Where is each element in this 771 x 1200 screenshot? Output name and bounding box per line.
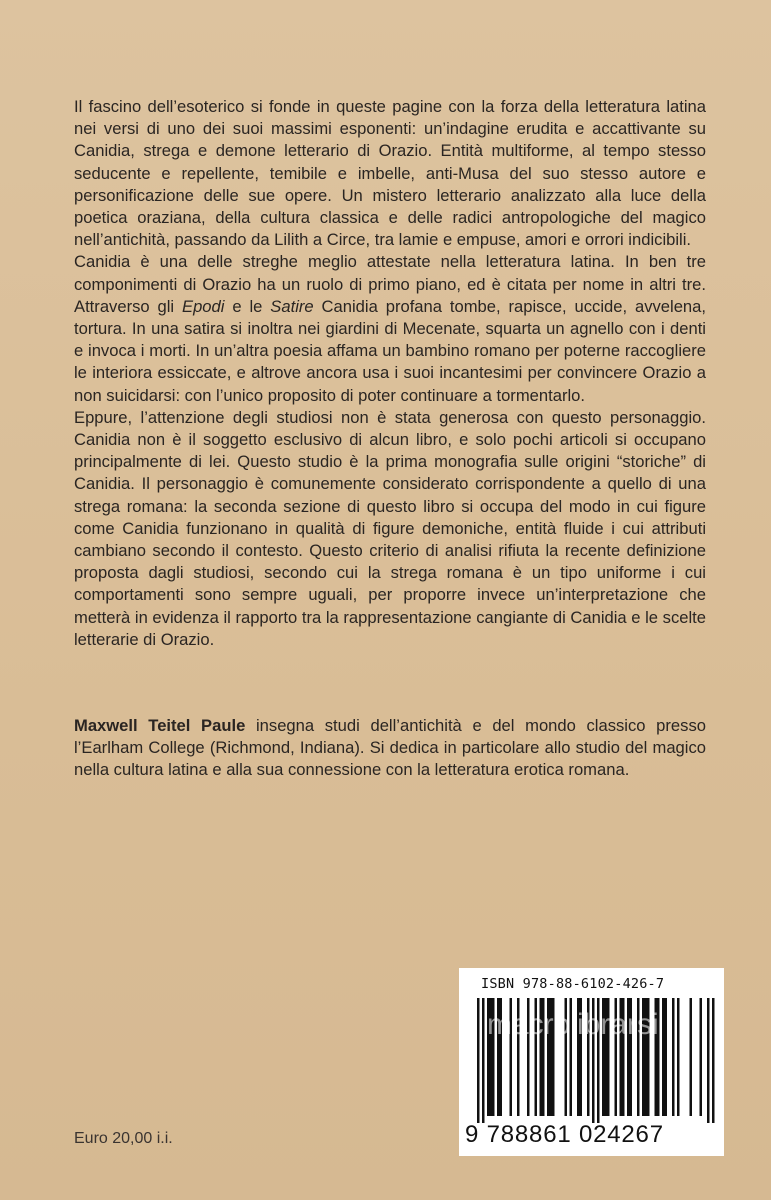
barcode-bar [605,998,608,1116]
barcode-bar [602,998,605,1116]
barcode-bar [482,998,485,1123]
barcode-bar [500,998,503,1116]
blurb-text [74,96,706,651]
barcode-bar [657,998,660,1116]
barcode-bar [577,998,580,1116]
barcode-bar [565,998,568,1116]
price-label: Euro 20,00 i.i. [74,1130,173,1147]
barcode-bar [707,998,710,1123]
ean-digits: 9 788861 024267 [465,1121,664,1148]
barcode-bar [637,998,640,1116]
author-name: Maxwell Teitel Paule [74,716,246,735]
barcode-bar [552,998,555,1116]
title-satire: Satire [270,296,314,316]
barcode-bar [665,998,668,1116]
barcode-bar [620,998,623,1116]
barcode-bar [487,998,490,1116]
barcode-bar [477,998,480,1123]
barcode-bar [690,998,693,1116]
barcode-bar [580,998,583,1116]
barcode-bar [492,998,495,1116]
barcode-bar [597,998,600,1123]
barcode-bar [622,998,625,1116]
barcode-bar [510,998,513,1116]
barcode-bar [570,998,573,1116]
barcode-bar [672,998,675,1116]
barcode-bar [550,998,553,1116]
barcode-bar [645,998,648,1116]
barcode-bar [540,998,543,1116]
barcode-panel [459,968,724,1156]
barcode-bar [627,998,630,1116]
barcode-bar [712,998,715,1123]
barcode-bar [497,998,500,1116]
barcode-bar [587,998,590,1116]
barcode-bar [630,998,633,1116]
barcode-bar [655,998,658,1116]
blurb-paragraph-2 [74,251,706,406]
barcode-bar [607,998,610,1116]
author-bio [74,715,706,782]
blurb-paragraph-1: Il fascino dell’esoterico si fonde in queste pagine con la forza della letteratura latina nei versi di uno dei suoi massimi esponenti: un’indagine erudita e accattivante su Canidia, strega e demone letterario di Orazio. Entità multiforme, al tempo stesso seducente e repellente, temibile e imbelle, anti-Musa del suo stesso autore e personificazione delle sue opere. Un mistero letterario analizzato alla luce della poetica oraziana, della cultura classica e delle radici antropologiche del magico nell’antichità, passando da Lilith a Circe, tra lamie e empuse, amori e orrori indicibili. [74,97,706,250]
barcode-bar [592,998,595,1123]
blurb-paragraph-3: Eppure, l’attenzione degli studiosi non è stata generosa con questo personaggio. Canidia non è il soggetto esclusivo di alcun libro, e solo pochi articoli si occupano principalmente di lei. Questo studio è la prima monografia sulle origini “storiche” di Canidia. Il personaggio è comunemente considerato corrispondente a quello di una strega romana: la seconda sezione di questo libro si occupa del modo in cui figure come Canidia funzionano in qualità di figure demoniche, entità fluide i cui attributi cambiano secondo il contesto. Questo criterio di analisi rifiuta la recente definizione proposta dagli studiosi, secondo cui la strega romana è un tipo uniforme i cui comportamenti sono sempre uguali, per proporre invece un’interpretazione che metterà in evidenza il rapporto tra la rappresentazione cangiante di Canidia e le scelte letterarie di Orazio. [74,407,706,649]
watermark-logo: macrolibrarsi [487,1008,659,1041]
isbn-label: ISBN 978-88-6102-426-7 [481,976,665,992]
barcode-bar [490,998,493,1116]
barcode-bar [677,998,680,1116]
barcode-bar [517,998,520,1116]
barcode-icon [459,998,724,1123]
barcode-bar [615,998,618,1116]
barcode-bar [662,998,665,1116]
title-epodi: Epodi [182,296,225,316]
barcode-bar [527,998,530,1116]
barcode-bar [542,998,545,1116]
blurb-paragraph-2-part: e le [224,296,271,316]
blurb-paragraph-2-part: Canidia è una delle streghe meglio attestate nella letteratura latina. In ben tre componimenti di Orazio ha un ruolo di primo piano, ed è citata per nome in altri tre. Attraverso gli [74,252,706,316]
barcode-bar [700,998,703,1116]
barcode-bar [647,998,650,1116]
barcode-bar [535,998,538,1116]
blurb-paragraph-2-part: Canidia profana tombe, rapisce, uccide, avvelena, tortura. In una satira si inoltra nei giardini di Mecenate, squarta un agnello con i denti e invoca i morti. In un’altra poesia affama un bambino romano per poterne raccogliere le interiora essiccate, e altrove ancora usa i suoi incantesimi per convincere Orazio a non suicidarsi: con l’unico proposito di poter continuare a tormentarlo. [74,296,706,405]
author-bio-text: insegna studi dell’antichità e del mondo classico presso l’Earlham College (Richmond, Indiana). Si dedica in particolare allo studio del magico nella cultura latina e alla sua connessione con la letteratura erotica romana. [74,716,706,780]
barcode-bar [547,998,550,1116]
barcode-bar [642,998,645,1116]
